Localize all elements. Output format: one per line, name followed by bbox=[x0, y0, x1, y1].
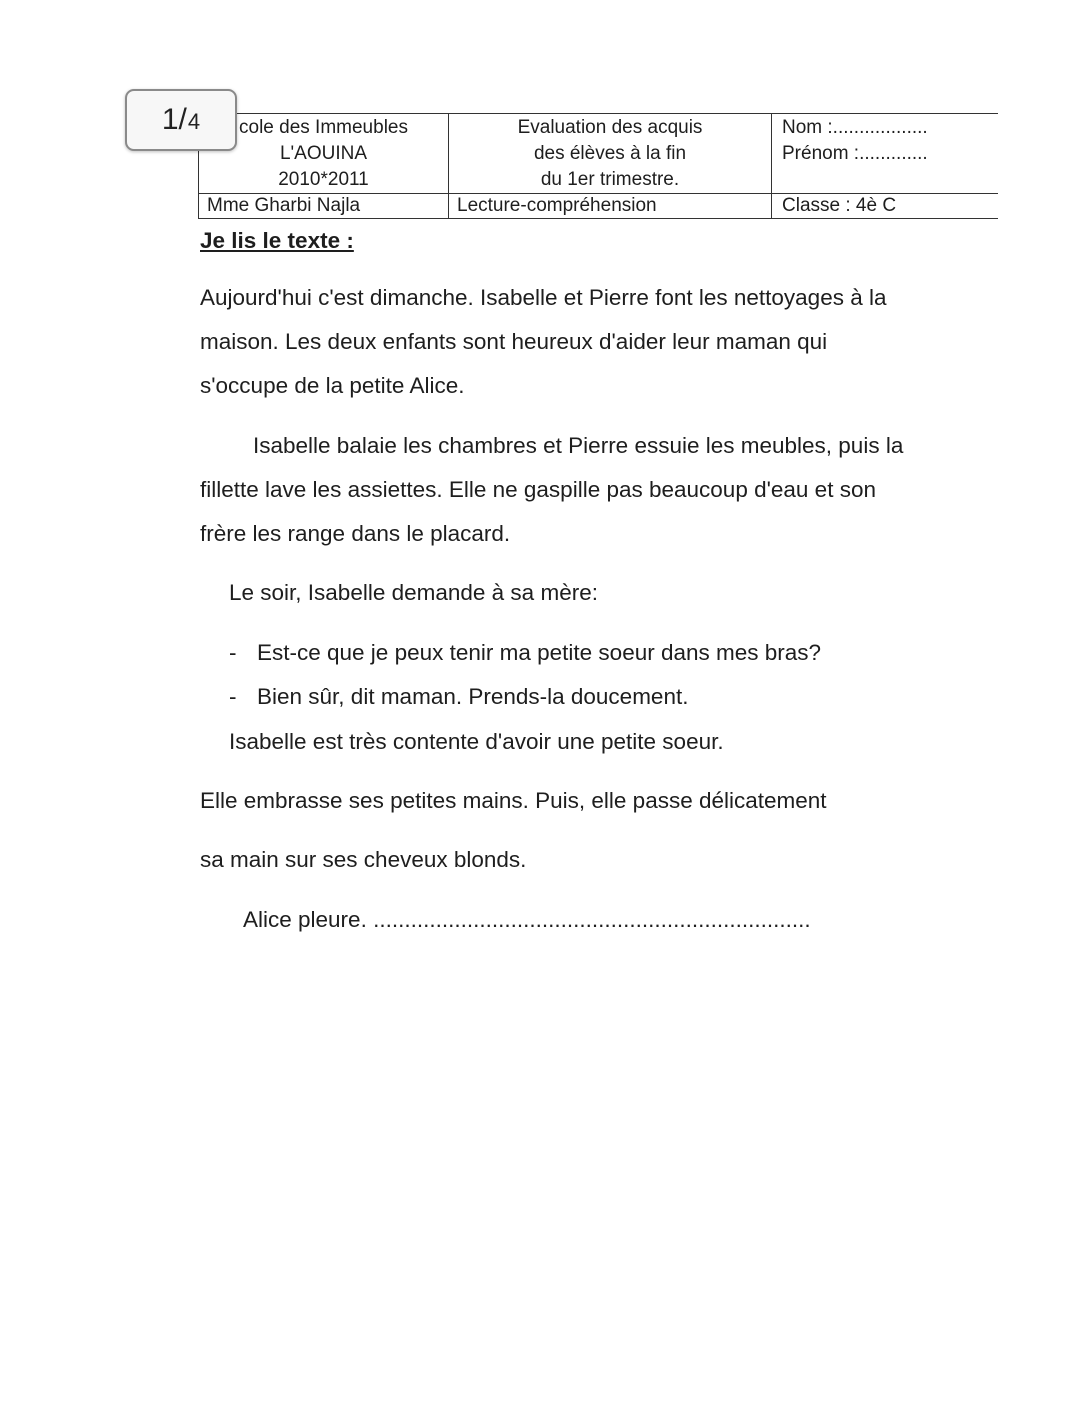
nom-field: Nom :.................. bbox=[782, 117, 928, 138]
paragraph-2-line-2: fillette lave les assiettes. Elle ne gaspille pas beaucoup d'eau et son bbox=[200, 477, 876, 502]
school-location: L'AOUINA bbox=[279, 143, 368, 164]
paragraph-5-line-2: sa main sur ses cheveux blonds. bbox=[200, 847, 527, 872]
dialogue-dash: - bbox=[229, 684, 237, 709]
page-indicator bbox=[125, 89, 237, 151]
paragraph-4: Isabelle est très contente d'avoir une petite soeur. bbox=[229, 729, 724, 754]
evaluation-line-1: Evaluation des acquis bbox=[517, 117, 703, 138]
paragraph-5-line-1: Elle embrasse ses petites mains. Puis, elle passe délicatement bbox=[200, 788, 827, 813]
subject-name: Lecture-compréhension bbox=[457, 195, 657, 216]
dialogue-text: Bien sûr, dit maman. Prends-la doucement. bbox=[257, 684, 689, 709]
subject-cell bbox=[449, 194, 772, 219]
dialogue-text: Est-ce que je peux tenir ma petite soeur dans mes bras? bbox=[257, 640, 822, 665]
paragraph-2-line-1: Isabelle balaie les chambres et Pierre essuie les meubles, puis la bbox=[253, 433, 904, 458]
teacher-cell bbox=[199, 194, 449, 219]
section-title: Je lis le texte : bbox=[200, 228, 354, 253]
paragraph-3: Le soir, Isabelle demande à sa mère: bbox=[229, 580, 598, 605]
evaluation-line-2: des élèves à la fin bbox=[533, 143, 687, 164]
paragraph-1-line-2: maison. Les deux enfants sont heureux d'aider leur maman qui bbox=[200, 329, 828, 354]
page-current: 1/ bbox=[161, 103, 187, 136]
dialogue-dash: - bbox=[229, 640, 237, 665]
classe-cell bbox=[772, 194, 999, 219]
prenom-field: Prénom :............. bbox=[782, 143, 928, 164]
dialogue-line-1 bbox=[229, 640, 821, 666]
evaluation-cell bbox=[449, 114, 772, 194]
page-total: 4 bbox=[187, 109, 201, 134]
evaluation-line-3: du 1er trimestre. bbox=[540, 169, 680, 190]
paragraph-1-line-3: s'occupe de la petite Alice. bbox=[200, 373, 465, 398]
dialogue-line-2 bbox=[229, 684, 688, 710]
teacher-name: Mme Gharbi Najla bbox=[207, 195, 361, 216]
header-table bbox=[198, 113, 998, 219]
paragraph-1-line-1: Aujourd'hui c'est dimanche. Isabelle et Pierre font les nettoyages à la bbox=[200, 285, 887, 310]
paragraph-2-line-3: frère les range dans le placard. bbox=[200, 521, 511, 546]
school-name: cole des Immeubles bbox=[239, 117, 408, 138]
school-year: 2010*2011 bbox=[278, 169, 369, 190]
student-cell bbox=[772, 114, 999, 194]
paragraph-6: Alice pleure. ...................................................................... bbox=[243, 907, 811, 932]
classe-label: Classe : 4è C bbox=[782, 195, 897, 216]
